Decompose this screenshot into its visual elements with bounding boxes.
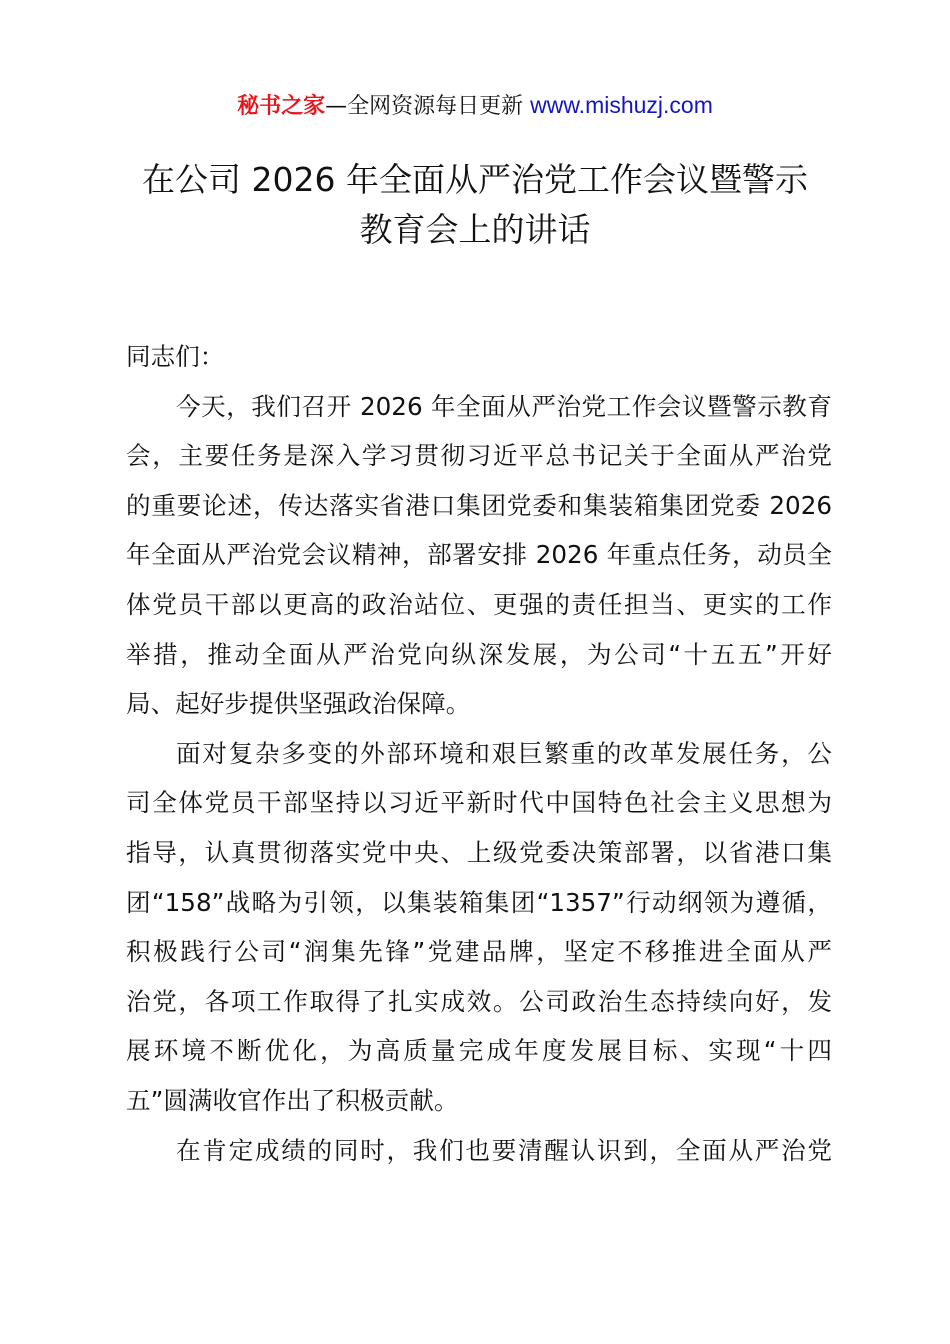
paragraph-1-line: 会，主要任务是深入学习贯彻习近平总书记关于全面从严治党 <box>126 441 832 471</box>
paragraph-2-line: 团“158”战略为引领，以集装箱集团“1357”行动纲领为遵循， <box>126 887 832 917</box>
site-url-link[interactable]: www.mishuzj.com <box>530 92 713 118</box>
paragraph-2-line: 面对复杂多变的外部环境和艰巨繁重的改革发展任务，公 <box>176 738 832 768</box>
site-brand-name: 秘书之家 <box>237 94 326 119</box>
paragraph-2-line: 积极践行公司“润集先锋”党建品牌，坚定不移推进全面从严 <box>126 937 832 967</box>
paragraph-1-line: 体党员干部以更高的政治站位、更强的责任担当、更实的工作 <box>126 589 832 619</box>
paragraph-1-line: 今天，我们召开 2026 年全面从严治党工作会议暨警示教育 <box>176 391 832 421</box>
site-header-banner <box>0 88 950 124</box>
paragraph-1-line: 局、起好步提供坚强政治保障。 <box>126 689 471 719</box>
paragraph-1-line: 年全面从严治党会议精神，部署安排 2026 年重点任务，动员全 <box>126 540 832 570</box>
document-title-line: 教育会上的讲话 <box>359 210 591 249</box>
document-title <box>100 155 850 255</box>
paragraph-2-line: 五”圆满收官作出了积极贡献。 <box>126 1085 459 1115</box>
paragraph-2-line: 指导，认真贯彻落实党中央、上级党委决策部署，以省港口集 <box>126 837 832 867</box>
paragraph-1-line: 举措，推动全面从严治党向纵深发展，为公司“十五五”开好 <box>126 639 832 669</box>
document-body <box>126 332 832 1175</box>
paragraph-3-line: 在肯定成绩的同时，我们也要清醒认识到，全面从严治党 <box>176 1135 832 1165</box>
paragraph-2-line: 治党，各项工作取得了扎实成效。公司政治生态持续向好，发 <box>126 986 832 1016</box>
site-tagline: —全网资源每日更新 <box>325 94 531 119</box>
paragraph-1-line: 的重要论述，传达落实省港口集团党委和集装箱集团党委 2026 <box>126 490 832 520</box>
document-title-line: 在公司 2026 年全面从严治党工作会议暨警示 <box>142 160 808 199</box>
paragraph-2-line: 展环境不断优化，为高质量完成年度发展目标、实现“十四 <box>126 1036 832 1066</box>
paragraph-2-line: 司全体党员干部坚持以习近平新时代中国特色社会主义思想为 <box>126 788 832 818</box>
salutation: 同志们： <box>126 342 225 371</box>
